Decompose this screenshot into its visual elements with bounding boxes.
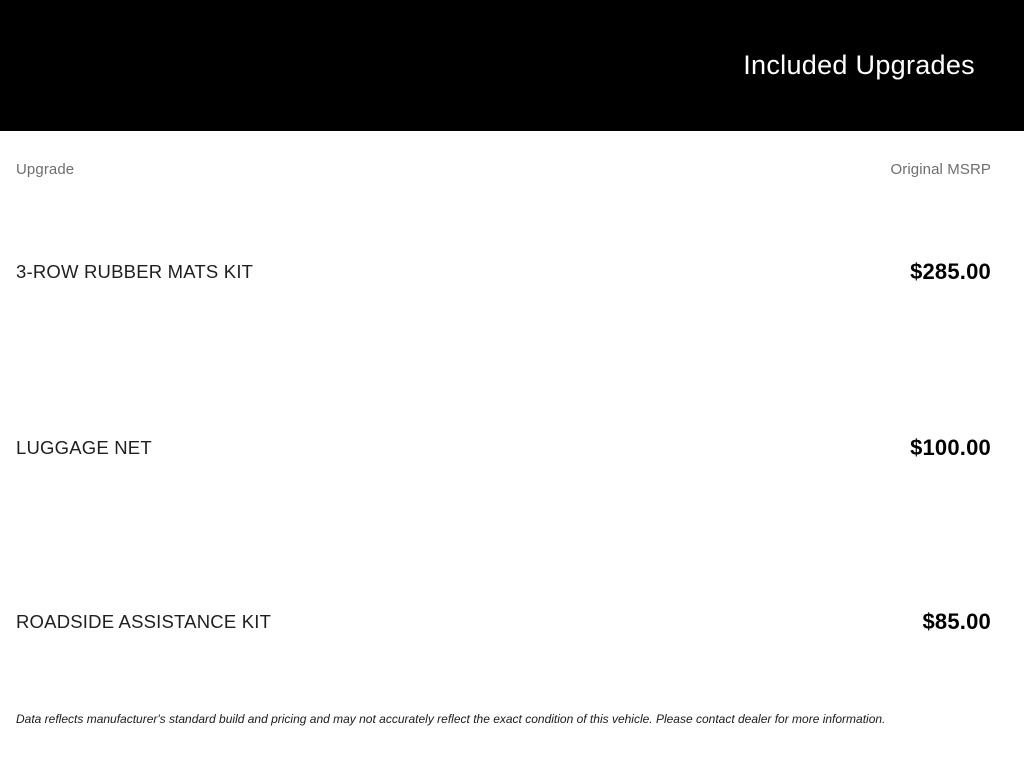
upgrade-name: 3-ROW RUBBER MATS KIT <box>16 261 254 282</box>
page-title: Included Upgrades <box>743 50 975 81</box>
disclaimer-text: Data reflects manufacturer's standard build and pricing and may not accurately reflect the exact condition of this vehicle. Please contact dealer for more information. <box>16 712 886 726</box>
column-header-upgrade: Upgrade <box>16 161 75 178</box>
table-row <box>16 609 991 635</box>
column-header-original-msrp: Original MSRP <box>890 161 991 178</box>
upgrades-table <box>0 159 1024 727</box>
upgrade-name: ROADSIDE ASSISTANCE KIT <box>16 611 272 632</box>
upgrade-msrp: $100.00 <box>910 435 991 460</box>
table-column-headers <box>16 159 991 181</box>
page-header <box>0 0 1024 131</box>
upgrade-msrp: $285.00 <box>910 259 991 284</box>
table-row <box>16 435 991 461</box>
table-row <box>16 259 991 285</box>
upgrade-msrp: $85.00 <box>922 609 991 634</box>
upgrade-name: LUGGAGE NET <box>16 437 152 458</box>
